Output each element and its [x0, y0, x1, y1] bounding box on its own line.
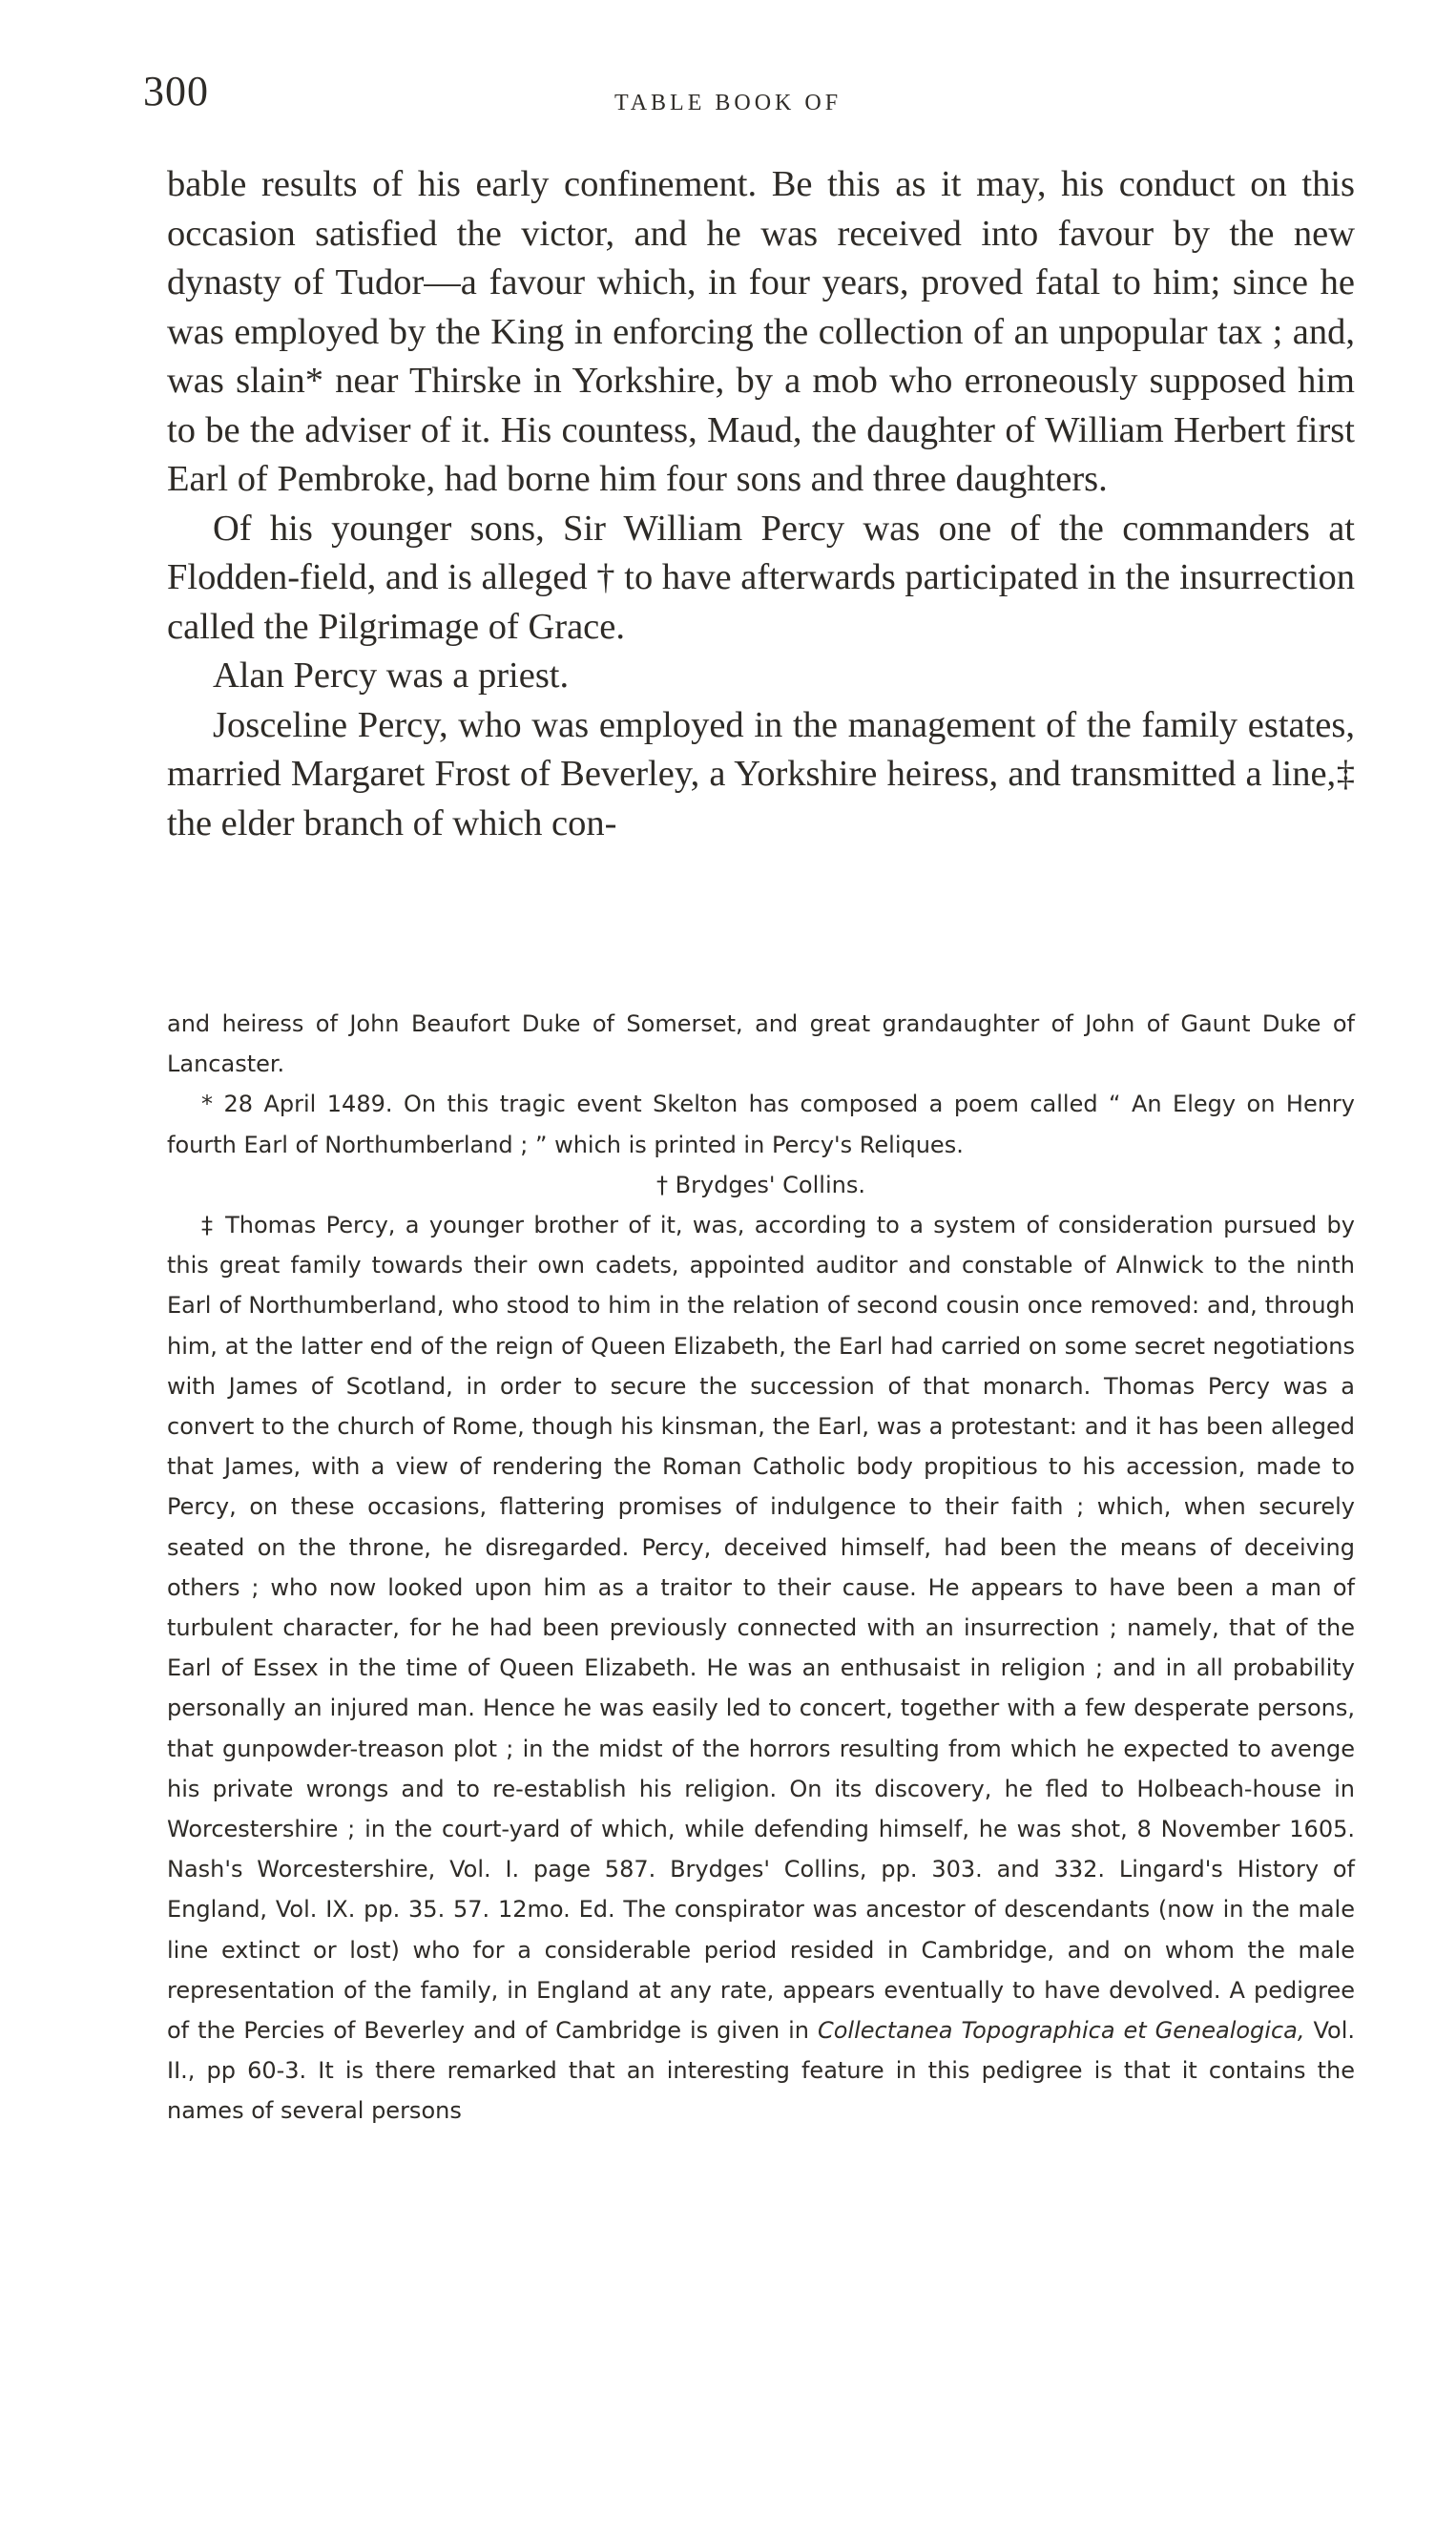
- footnote-continuation: and heiress of John Beaufort Duke of Somerset, and great grandaughter of John of Gaunt Duke of Lancaster.: [167, 1010, 1355, 1078]
- paragraph: Josceline Percy, who was employed in the management of the family estates, married Margaret Frost of Beverley, a Yorkshire heiress, and transmitted a line,‡ the elder branch of which con-: [167, 704, 1355, 843]
- paragraph: bable results of his early confinement. Be this as it may, his conduct on this occasion satisfied the victor, and he was received into favour by the new dynasty of Tudor—a favour which, in four years, proved fatal to him; since he was employed by the King in enforcing the collection of an unpopular tax ; and, was slain* near Thirske in Yorkshire, by a mob who erroneously supposed him to be the adviser of it. His countess, Maud, the daughter of William Herbert first Earl of Pembroke, had borne him four sons and three daughters.: [167, 164, 1355, 499]
- footnote-star: * 28 April 1489. On this tragic event Skelton has composed a poem called “ An Elegy on Henry fourth Earl of Northumberland ; ” which is printed in Percy's Reliques.: [167, 1091, 1355, 1158]
- footnotes: [167, 1004, 1355, 2132]
- footnote-dagger: † Brydges' Collins.: [656, 1171, 865, 1198]
- paragraph: Alan Percy was a priest.: [213, 655, 570, 696]
- running-title: TABLE BOOK OF: [614, 91, 842, 115]
- footnote-text: ‡ Thomas Percy, a younger brother of it, was, according to a system of consideration pursued by this great family towards their own cadets, appointed auditor and constable of Alnwick to the ninth Earl of Northumberland, who stood to him in the relation of second cousin once removed: and, through him, at the latter end of the reign of Queen Elizabeth, the Earl had carried on some secret negotiations with James of Scotland, in order to secure the succession of that monarch. Thomas Percy was a convert to the church of Rome, though his kinsman, the Earl, was a protestant: and it has been alleged that James, with a view of rendering the Roman Catholic body propitious to his accession, made to Percy, on these occasions, flattering promises of indulgence to their faith ; which, when securely seated on the throne, he disregarded. Percy, deceived himself, had been the means of deceiving others ; who now looked upon him as a traitor to their cause. He appears to have been a man of turbulent character, for he had been previously connected with an insurrection ; namely, that of the Earl of Essex in the time of Queen Elizabeth. He was an enthusaist in religion ; and in all probability personally an injured man. Hence he was easily led to concert, together with a few desperate persons, that gunpowder-treason plot ; in the midst of the horrors resulting from which he expected to avenge his private wrongs and to re-establish his religion. On its discovery, he fled to Holbeach-house in Worcestershire ; in the court-yard of which, while defending himself, he was shot, 8 November 1605. Nash's Worcestershire, Vol. I. page 587. Brydges' Collins, pp. 303. and 332. Lingard's History of England, Vol. IX. pp. 35. 57. 12mo. Ed. The conspirator was ancestor of descendants (now in the male line extinct or lost) who for a considerable period resided in Cambridge, and on whom the male representation of the family, in England at any rate, appears eventually to have devolved. A pedigree of the Percies of Beverley and of Cambridge is given in: [167, 1212, 1355, 2045]
- footnote-double-dagger: [167, 1205, 1355, 2132]
- page-number: 300: [143, 68, 209, 114]
- paragraph: Of his younger sons, Sir William Percy was one of the commanders at Flodden-field, and is alleged † to have afterwards participated in the insurrection called the Pilgrimage of Grace.: [167, 508, 1355, 647]
- main-text: [167, 160, 1355, 848]
- footnote-cited-title: Collectanea Topographica et Genealogica,: [817, 2017, 1305, 2045]
- footnote-text-end: Vol. II., pp 60-3. It is there remarked that an interesting feature in this pedigree is that it contains the names of several persons: [167, 2017, 1355, 2125]
